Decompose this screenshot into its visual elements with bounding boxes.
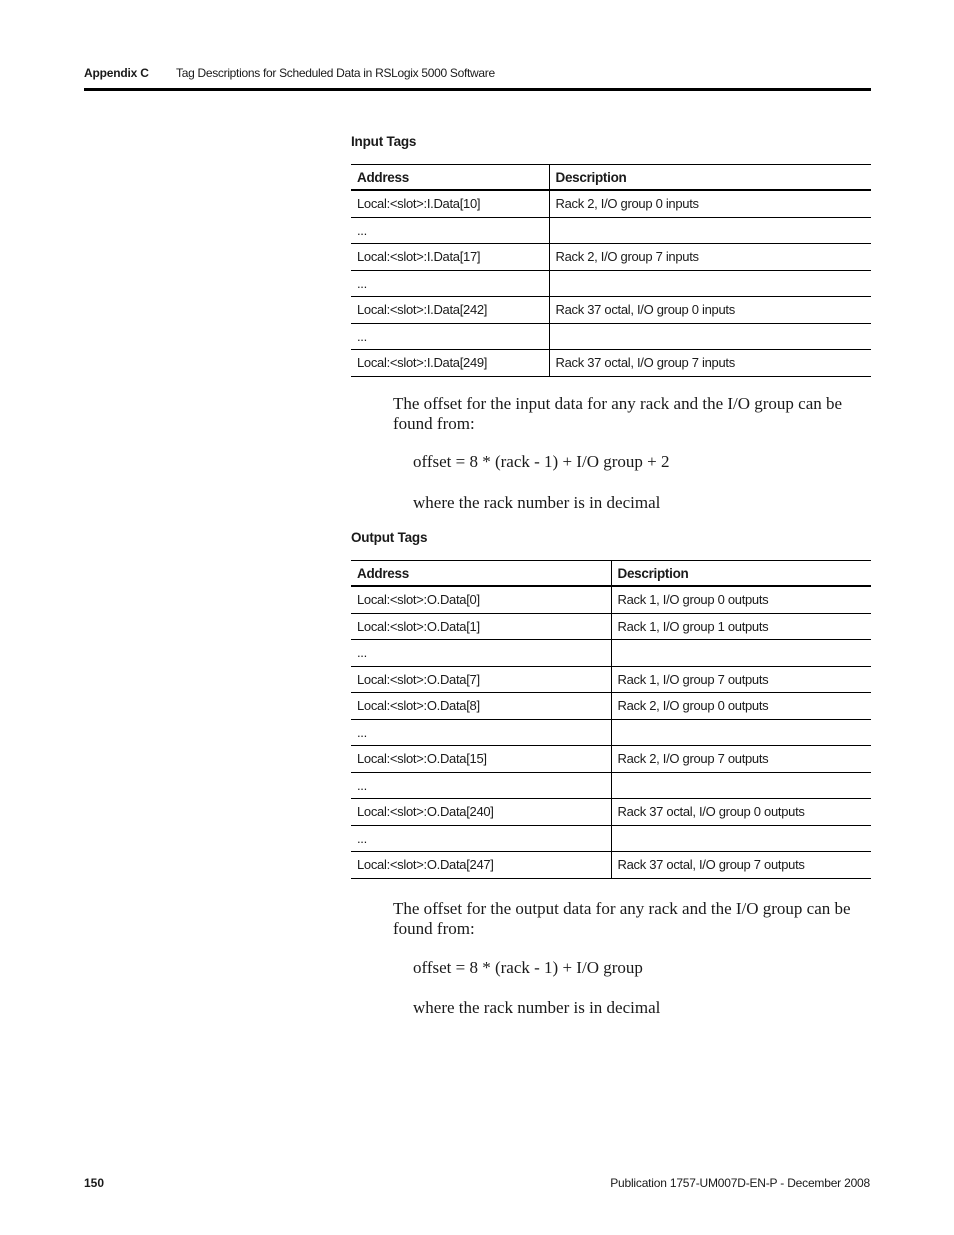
address-cell: ... bbox=[351, 719, 611, 746]
header-rule bbox=[84, 88, 871, 91]
table-row bbox=[351, 640, 871, 667]
description-column-header: Description bbox=[549, 165, 871, 191]
address-cell: Local:<slot>:O.Data[0] bbox=[351, 586, 611, 613]
table-row bbox=[351, 244, 871, 271]
address-cell: ... bbox=[351, 217, 549, 244]
table-row bbox=[351, 772, 871, 799]
description-cell: Rack 2, I/O group 7 outputs bbox=[611, 746, 871, 773]
address-cell: Local:<slot>:O.Data[247] bbox=[351, 852, 611, 879]
table-row bbox=[351, 693, 871, 720]
input-offset-paragraph: The offset for the input data for any rack and the I/O group can be found from: bbox=[393, 394, 843, 433]
description-cell: Rack 1, I/O group 1 outputs bbox=[611, 613, 871, 640]
output-rack-note: where the rack number is in decimal bbox=[413, 998, 661, 1017]
table-row bbox=[351, 825, 871, 852]
output-offset-formula: offset = 8 * (rack - 1) + I/O group bbox=[413, 958, 643, 977]
output-offset-paragraph: The offset for the output data for any rack and the I/O group can be found from: bbox=[393, 899, 851, 938]
output-tags-table bbox=[351, 560, 871, 879]
page-number: 150 bbox=[84, 1176, 105, 1190]
input-tags-table bbox=[351, 164, 871, 377]
address-cell: Local:<slot>:I.Data[17] bbox=[351, 244, 549, 271]
description-column-header: Description bbox=[611, 561, 871, 587]
address-cell: ... bbox=[351, 270, 549, 297]
description-cell: Rack 2, I/O group 7 inputs bbox=[549, 244, 871, 271]
description-cell bbox=[549, 270, 871, 297]
table-row bbox=[351, 613, 871, 640]
table-row bbox=[351, 799, 871, 826]
description-cell: Rack 2, I/O group 0 inputs bbox=[549, 190, 871, 217]
table-header-row bbox=[351, 165, 871, 191]
description-cell bbox=[611, 719, 871, 746]
chapter-title: Tag Descriptions for Scheduled Data in RSLogix 5000 Software bbox=[176, 66, 495, 80]
address-cell: Local:<slot>:I.Data[10] bbox=[351, 190, 549, 217]
description-cell bbox=[611, 640, 871, 667]
description-cell: Rack 37 octal, I/O group 0 inputs bbox=[549, 297, 871, 324]
publication-info: Publication 1757-UM007D-EN-P - December 2008 bbox=[610, 1176, 870, 1190]
input-offset-formula: offset = 8 * (rack - 1) + I/O group + 2 bbox=[413, 452, 670, 471]
table-row bbox=[351, 666, 871, 693]
table-row bbox=[351, 746, 871, 773]
address-cell: Local:<slot>:O.Data[15] bbox=[351, 746, 611, 773]
address-cell: ... bbox=[351, 825, 611, 852]
description-cell: Rack 1, I/O group 7 outputs bbox=[611, 666, 871, 693]
output-tags-caption: Output Tags bbox=[351, 530, 428, 545]
address-cell: Local:<slot>:O.Data[240] bbox=[351, 799, 611, 826]
input-rack-note: where the rack number is in decimal bbox=[413, 493, 661, 512]
address-cell: ... bbox=[351, 640, 611, 667]
table-row bbox=[351, 190, 871, 217]
address-column-header: Address bbox=[351, 561, 611, 587]
description-cell: Rack 37 octal, I/O group 7 outputs bbox=[611, 852, 871, 879]
description-cell bbox=[611, 772, 871, 799]
description-cell: Rack 37 octal, I/O group 0 outputs bbox=[611, 799, 871, 826]
table-row bbox=[351, 270, 871, 297]
description-cell: Rack 2, I/O group 0 outputs bbox=[611, 693, 871, 720]
table-row bbox=[351, 297, 871, 324]
address-cell: Local:<slot>:I.Data[249] bbox=[351, 350, 549, 377]
address-cell: ... bbox=[351, 772, 611, 799]
description-cell: Rack 1, I/O group 0 outputs bbox=[611, 586, 871, 613]
table-row bbox=[351, 719, 871, 746]
input-tags-caption: Input Tags bbox=[351, 134, 417, 149]
table-row bbox=[351, 217, 871, 244]
description-cell bbox=[549, 323, 871, 350]
description-cell: Rack 37 octal, I/O group 7 inputs bbox=[549, 350, 871, 377]
table-row bbox=[351, 852, 871, 879]
address-column-header: Address bbox=[351, 165, 549, 191]
appendix-label: Appendix C bbox=[84, 66, 149, 80]
description-cell bbox=[549, 217, 871, 244]
table-row bbox=[351, 586, 871, 613]
address-cell: ... bbox=[351, 323, 549, 350]
address-cell: Local:<slot>:O.Data[1] bbox=[351, 613, 611, 640]
address-cell: Local:<slot>:I.Data[242] bbox=[351, 297, 549, 324]
table-row bbox=[351, 323, 871, 350]
table-row bbox=[351, 350, 871, 377]
address-cell: Local:<slot>:O.Data[8] bbox=[351, 693, 611, 720]
description-cell bbox=[611, 825, 871, 852]
table-header-row bbox=[351, 561, 871, 587]
address-cell: Local:<slot>:O.Data[7] bbox=[351, 666, 611, 693]
